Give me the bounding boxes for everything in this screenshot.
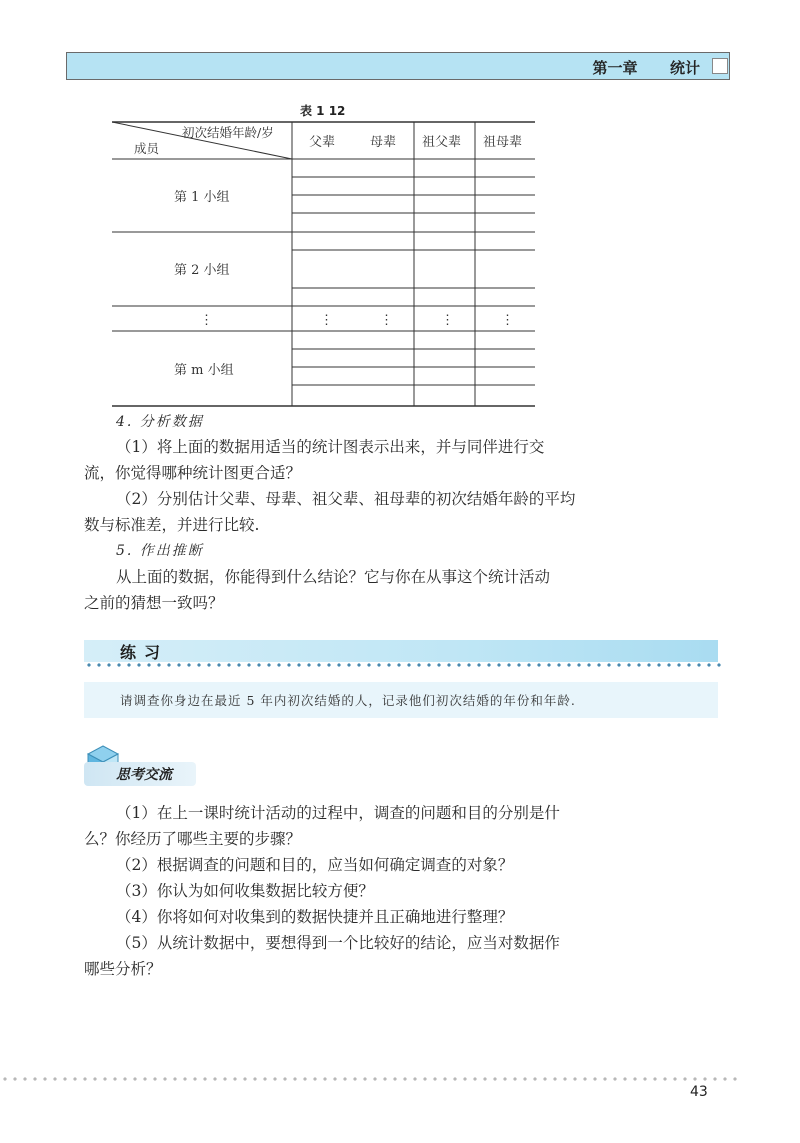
table-grid [112, 121, 537, 408]
exercise-band [84, 640, 718, 662]
page-number: 43 [690, 1084, 708, 1100]
section-5-para-line1: 从上面的数据，你能得到什么结论？它与你在从事这个统计活动 [116, 568, 551, 586]
chapter-header [560, 57, 700, 78]
ellipsis-cell: ⋮ [441, 313, 454, 328]
dotted-divider [84, 662, 724, 668]
section-4-para2-line2: 数与标准差，并进行比较. [84, 516, 260, 534]
ellipsis-cell: ⋮ [320, 313, 333, 328]
group-label-1: 第 1 小组 [174, 190, 230, 205]
exercise-title: 练习 [120, 643, 169, 662]
chapter-number: 第一章 [592, 59, 638, 77]
ellipsis-cell: ⋮ [501, 313, 514, 328]
think-item: （5）从统计数据中，要想得到一个比较好的结论，应当对数据作 [116, 934, 560, 952]
think-item: 么？你经历了哪些主要的步骤？ [84, 830, 302, 848]
section-5-para-line2: 之前的猜想一致吗？ [84, 594, 224, 612]
corner-header-top: 初次结婚年龄/岁 [182, 125, 274, 140]
group-label-ellipsis: ⋮ [200, 313, 213, 328]
col-header-father: 父辈 [309, 135, 336, 150]
corner-header-bottom: 成员 [134, 141, 160, 156]
think-item: （3）你认为如何收集数据比较方便？ [116, 882, 374, 900]
think-item: （2）根据调查的问题和目的，应当如何确定调查的对象？ [116, 856, 514, 874]
footer-dotted-line [0, 1076, 740, 1082]
group-label-2: 第 2 小组 [174, 263, 230, 278]
data-table [112, 121, 537, 412]
col-header-grandmother: 祖母辈 [483, 135, 523, 150]
section-5-heading: 5. 作出推断 [116, 543, 204, 559]
col-header-grandfather: 祖父辈 [422, 135, 462, 150]
section-4-heading: 4. 分析数据 [116, 414, 204, 430]
think-item: 哪些分析？ [84, 960, 162, 978]
think-item: （4）你将如何对收集到的数据快捷并且正确地进行整理？ [116, 908, 514, 926]
table-caption: 表 1 12 [300, 104, 346, 118]
think-title: 思考交流 [116, 767, 172, 783]
exercise-text: 请调查你身边在最近 5 年内初次结婚的人，记录他们初次结婚的年份和年龄. [120, 693, 576, 708]
header-square-icon [712, 58, 728, 74]
col-header-mother: 母辈 [370, 135, 397, 150]
think-item: （1）在上一课时统计活动的过程中，调查的问题和目的分别是什 [116, 804, 560, 822]
chapter-title: 统计 [669, 59, 700, 77]
section-4-para1-line1: （1）将上面的数据用适当的统计图表示出来，并与同伴进行交 [116, 438, 545, 456]
ellipsis-cell: ⋮ [380, 313, 393, 328]
group-label-m: 第 m 小组 [174, 363, 234, 378]
section-4-para2-line1: （2）分别估计父辈、母辈、祖父辈、祖母辈的初次结婚年龄的平均 [116, 490, 576, 508]
section-4-para1-line2: 流，你觉得哪种统计图更合适？ [84, 464, 302, 482]
